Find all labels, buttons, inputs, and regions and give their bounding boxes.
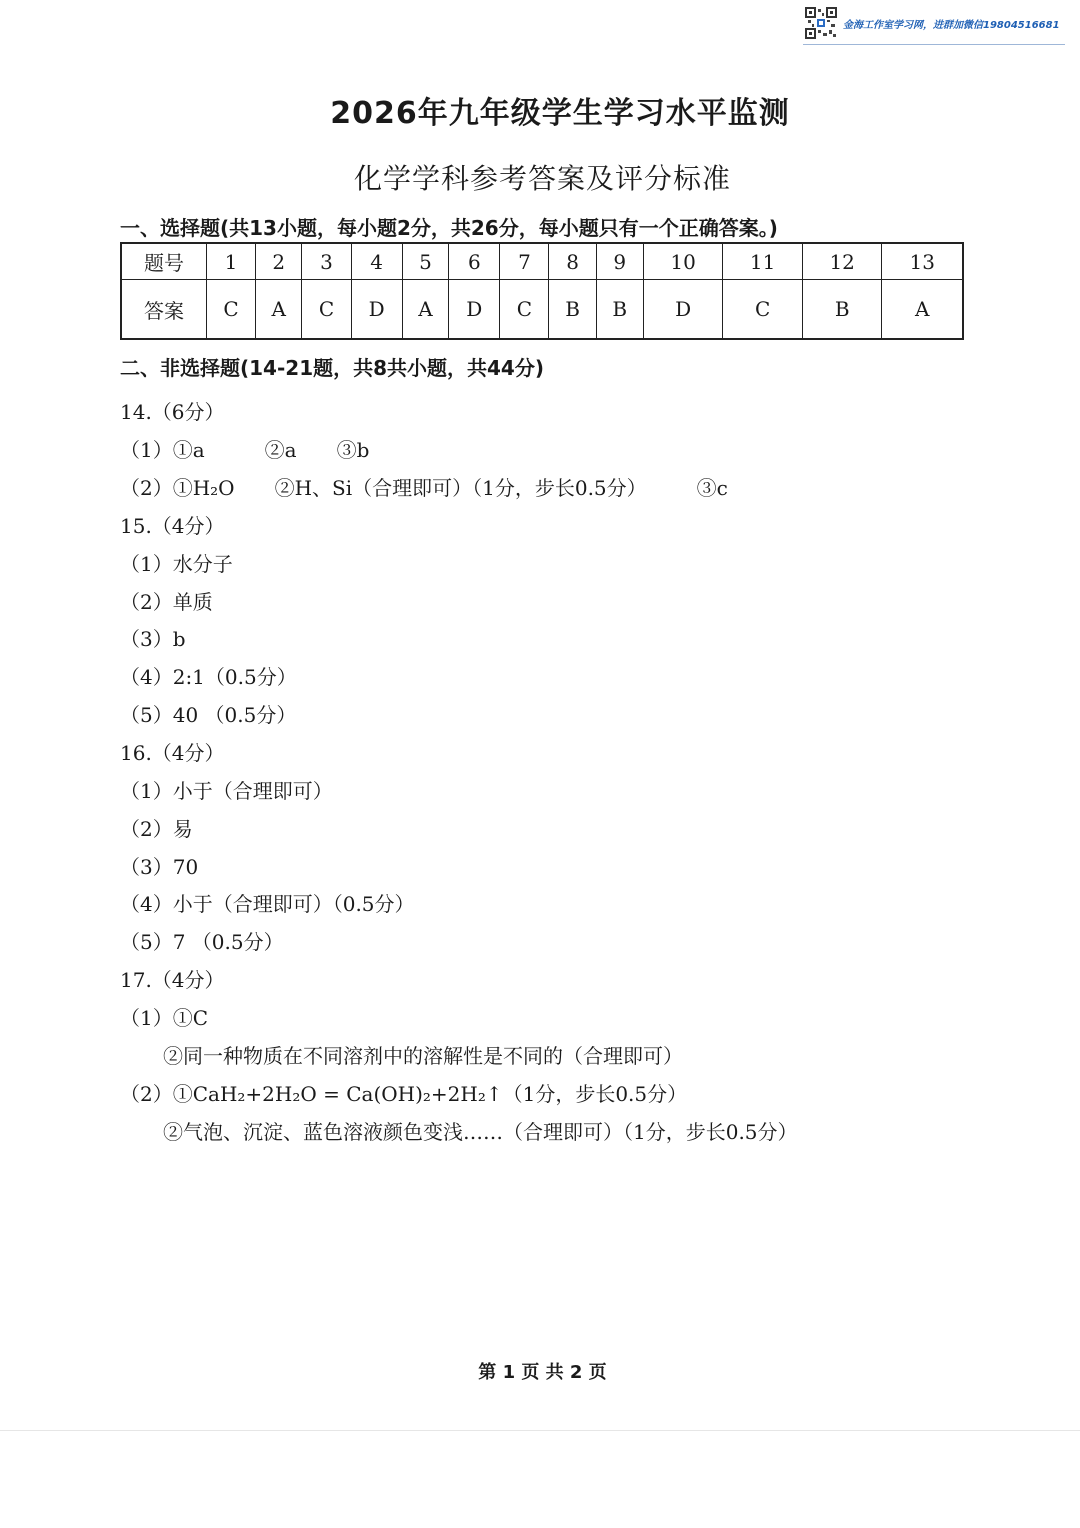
- section1-heading: 一、选择题(共13小题，每小题2分，共26分，每小题只有一个正确答案。): [120, 216, 778, 240]
- question-14-heading: 14.（6分）: [120, 400, 225, 424]
- page-title: 2026年九年级学生学习水平监测: [330, 96, 790, 131]
- table-cell: 13: [882, 243, 963, 280]
- table-cell: 4: [351, 243, 402, 280]
- page-footer: 第 1 页 共 2 页: [478, 1362, 607, 1383]
- page-subtitle: 化学学科参考答案及评分标准: [353, 162, 731, 195]
- answer-line: （1）①C: [120, 1006, 209, 1030]
- section2-heading: 二、非选择题(14-21题，共8共小题，共44分): [120, 356, 544, 380]
- table-cell: 11: [723, 243, 803, 280]
- header-rule: [803, 44, 1065, 45]
- table-cell: A: [402, 280, 448, 340]
- watermark-text: 金海工作室学习网，进群加微信19804516681: [843, 20, 1060, 31]
- answer-line: （5）40 （0.5分）: [120, 703, 297, 727]
- answer-line: ②同一种物质在不同溶剂中的溶解性是不同的（合理即可）: [163, 1044, 683, 1068]
- page-edge: [0, 1430, 1080, 1431]
- table-cell: D: [351, 280, 402, 340]
- answer-line: （2）①CaH₂+2H₂O = Ca(OH)₂+2H₂↑（1分，步长0.5分）: [120, 1082, 688, 1106]
- table-cell: B: [802, 280, 882, 340]
- table-cell: C: [207, 280, 256, 340]
- answer-line: （3）70: [120, 855, 199, 879]
- answer-line: （2）易: [120, 817, 193, 841]
- table-cell: B: [549, 280, 596, 340]
- table-row-answers: [121, 280, 963, 340]
- table-cell: 3: [302, 243, 351, 280]
- question-17-heading: 17.（4分）: [120, 968, 225, 992]
- answer-line: （2）①H₂O ②H、Si（合理即可）（1分，步长0.5分） ③c: [120, 476, 728, 500]
- table-row-numbers: [121, 243, 963, 280]
- table-cell: C: [500, 280, 549, 340]
- table-cell: 8: [549, 243, 596, 280]
- table-cell: D: [643, 280, 723, 340]
- table-cell: 5: [402, 243, 448, 280]
- table-cell: D: [449, 280, 500, 340]
- answer-line: （4）2:1（0.5分）: [120, 665, 297, 689]
- answer-line: （5）7 （0.5分）: [120, 930, 284, 954]
- row-label-answer: 答案: [121, 280, 207, 340]
- table-cell: C: [302, 280, 351, 340]
- table-cell: A: [882, 280, 963, 340]
- row-label-number: 题号: [121, 243, 207, 280]
- answer-line: ②气泡、沉淀、蓝色溶液颜色变浅……（合理即可）（1分，步长0.5分）: [163, 1120, 798, 1144]
- table-cell: 6: [449, 243, 500, 280]
- answer-line: （1）①a ②a ③b: [120, 438, 370, 462]
- qr-code-icon: [805, 7, 837, 39]
- table-cell: A: [256, 280, 302, 340]
- answer-line: （4）小于（合理即可）（0.5分）: [120, 892, 415, 916]
- answer-line: （2）单质: [120, 590, 213, 614]
- table-cell: 7: [500, 243, 549, 280]
- table-cell: B: [596, 280, 643, 340]
- table-cell: 1: [207, 243, 256, 280]
- answer-table: [120, 242, 964, 340]
- answer-line: （1）水分子: [120, 552, 233, 576]
- question-16-heading: 16.（4分）: [120, 741, 225, 765]
- table-cell: 12: [802, 243, 882, 280]
- table-cell: C: [723, 280, 803, 340]
- answer-line: （1）小于（合理即可）: [120, 779, 333, 803]
- question-15-heading: 15.（4分）: [120, 514, 225, 538]
- table-cell: 9: [596, 243, 643, 280]
- table-cell: 2: [256, 243, 302, 280]
- answer-line: （3）b: [120, 627, 186, 651]
- table-cell: 10: [643, 243, 723, 280]
